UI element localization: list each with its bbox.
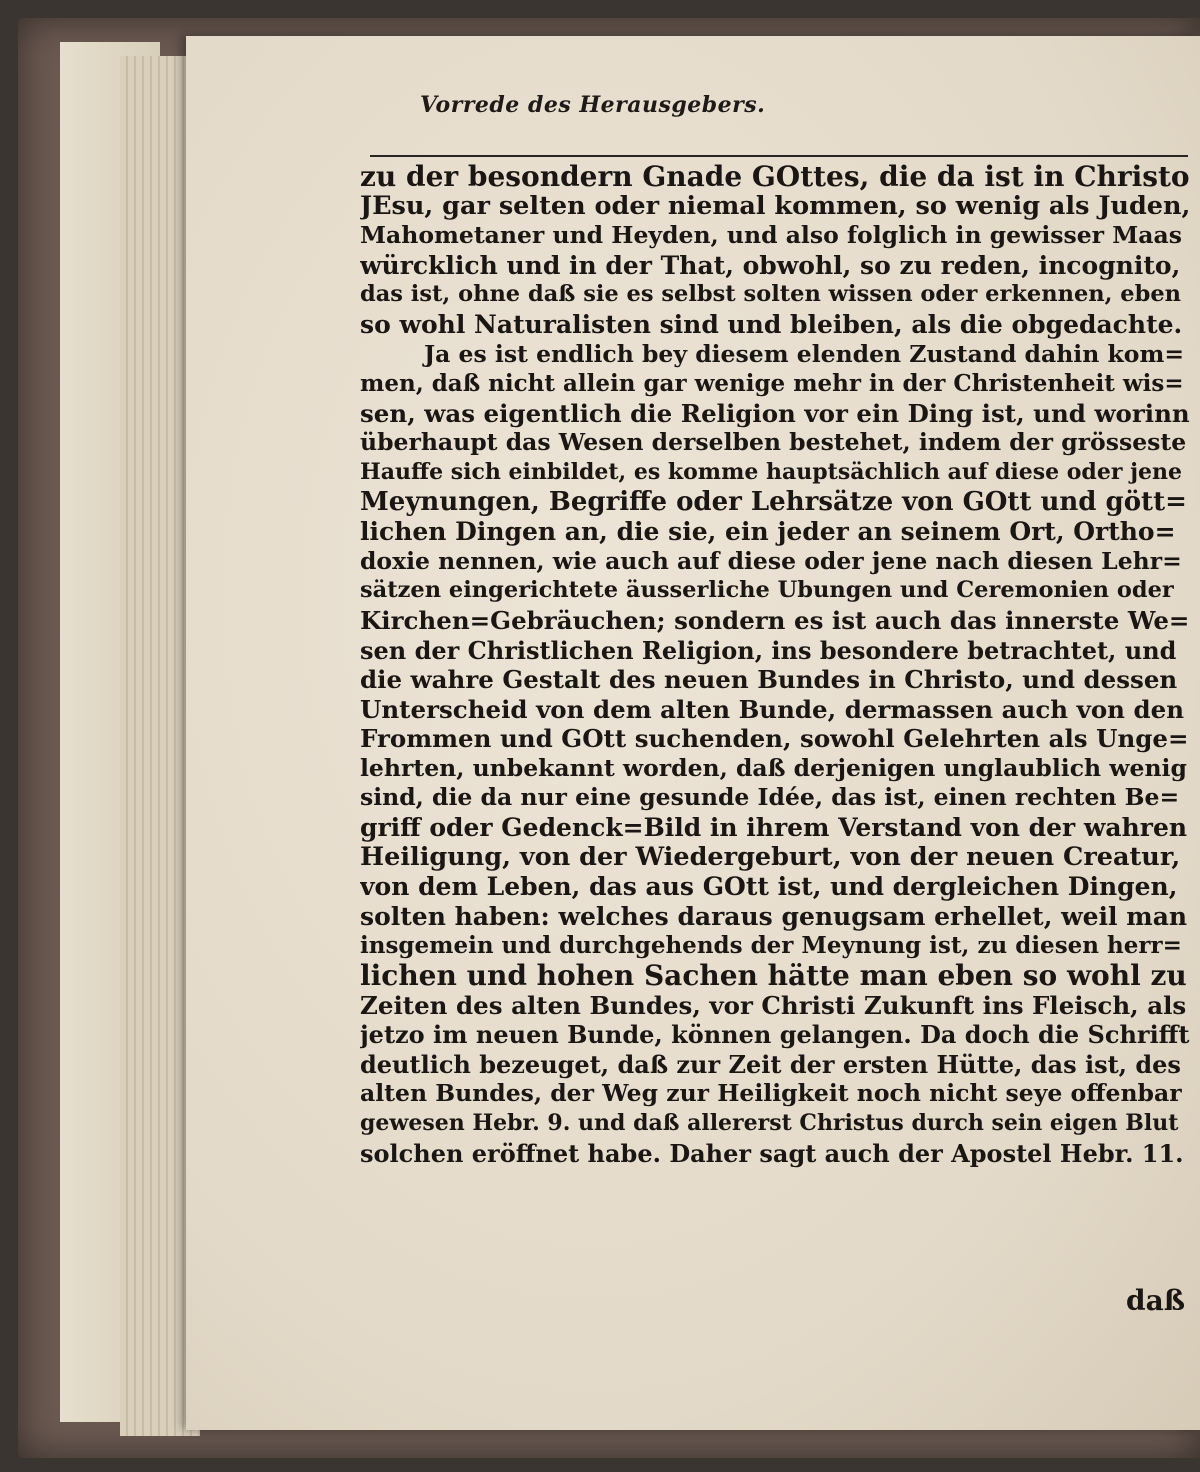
text-line: JEsu, gar selten oder niemal kommen, so wenig als Juden,	[360, 191, 1190, 221]
text-line: solchen eröffnet habe. Daher sagt auch der Apostel Hebr. 11.	[360, 1138, 1184, 1168]
text-line: so wohl Naturalisten sind und bleiben, als die obgedachte.	[360, 309, 1183, 339]
text-line: alten Bundes, der Weg zur Heiligkeit noch nicht seye offenbar	[360, 1079, 1182, 1108]
text-line: überhaupt das Wesen derselben bestehet, indem der grösseste	[360, 428, 1187, 457]
text-line: jetzo im neuen Bunde, können gelangen. Da doch die Schrifft	[360, 1020, 1190, 1050]
text-line: Heiligung, von der Wiedergeburt, von der neuen Creatur,	[360, 842, 1181, 872]
text-line: Hauffe sich einbildet, es komme hauptsächlich auf diese oder jene	[360, 458, 1183, 485]
text-line: lichen und hohen Sachen hätte man eben so wohl zu	[360, 961, 1187, 991]
text-line: gewesen Hebr. 9. und daß allererst Christus durch sein eigen Blut	[360, 1110, 1179, 1136]
body-text	[360, 162, 1190, 1168]
text-line: griff oder Gedenck=Bild in ihrem Verstand von der wahren	[360, 813, 1188, 843]
text-line: sen der Christlichen Religion, ins besondere betrachtet, und	[360, 635, 1177, 665]
text-line: solten haben: welches daraus genugsam erhellet, weil man	[360, 901, 1188, 931]
text-line: Mahometaner und Heyden, und also folglich in gewisser Maas	[360, 221, 1182, 250]
text-line: insgemein und durchgehends der Meynung ist, zu diesen herr=	[360, 932, 1182, 960]
text-line: Zeiten des alten Bundes, vor Christi Zukunft ins Fleisch, als	[360, 990, 1187, 1020]
header-rule	[370, 155, 1188, 157]
text-line: würcklich und in der That, obwohl, so zu reden, incognito,	[360, 250, 1181, 280]
text-line: von dem Leben, das aus GOtt ist, und dergleichen Dingen,	[360, 872, 1178, 902]
text-line: Kirchen=Gebräuchen; sondern es ist auch das innerste We=	[360, 605, 1190, 635]
text-line: Ja es ist endlich bey diesem elenden Zustand dahin kom=	[424, 339, 1185, 368]
text-line: sind, die da nur eine gesunde Idée, das ist, einen rechten Be=	[360, 783, 1180, 812]
text-line: Frommen und GOtt suchenden, sowohl Gelehrten als Unge=	[360, 724, 1189, 754]
text-line: Meynungen, Begriffe oder Lehrsätze von GOtt und gött=	[360, 487, 1187, 517]
text-line: Unterscheid von dem alten Bunde, dermassen auch von den	[360, 694, 1185, 724]
text-line: sätzen eingerichtete äusserliche Ubungen und Ceremonien oder	[360, 577, 1174, 604]
text-line: das ist, ohne daß sie es selbst solten wissen oder erkennen, eben	[360, 281, 1182, 308]
catchword: daß	[1126, 1284, 1185, 1317]
text-line: deutlich bezeuget, daß zur Zeit der ersten Hütte, das ist, des	[360, 1049, 1181, 1079]
text-line: sen, was eigentlich die Religion vor ein Ding ist, und worinn	[360, 398, 1190, 428]
text-line: die wahre Gestalt des neuen Bundes in Christo, und dessen	[360, 665, 1178, 695]
text-line: lehrten, unbekannt worden, daß derjenigen unglaublich wenig	[360, 753, 1187, 782]
text-line: men, daß nicht allein gar wenige mehr in der Christenheit wis=	[360, 370, 1184, 398]
text-line: lichen Dingen an, die sie, ein jeder an seinem Ort, Ortho=	[360, 517, 1176, 547]
text-line: doxie nennen, wie auch auf diese oder jene nach diesen Lehr=	[360, 546, 1182, 575]
text-line: zu der besondern Gnade GOttes, die da ist in Christo	[360, 162, 1190, 192]
running-header: Vorrede des Herausgebers.	[420, 92, 766, 118]
